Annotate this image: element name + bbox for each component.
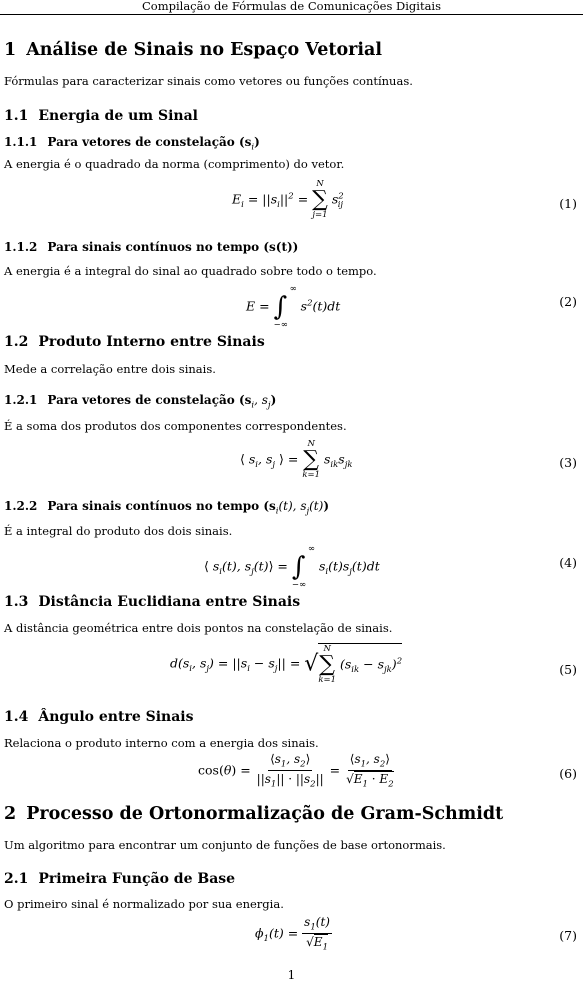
subsubsection-1-1-2-heading xyxy=(4,240,298,254)
subsection-1-2-description: Mede a correlação entre dois sinais. xyxy=(4,362,216,376)
subsection-number: 1.3 xyxy=(4,594,29,610)
subsection-title: Ângulo entre Sinais xyxy=(38,709,194,725)
subsection-number: 2.1 xyxy=(4,871,29,887)
subsubsection-number: 1.1.2 xyxy=(4,240,38,254)
subsubsection-title: Para sinais contínuos no tempo (s xyxy=(47,499,276,513)
subsection-1-3-heading xyxy=(4,594,300,610)
subsubsection-number: 1.2.1 xyxy=(4,393,38,407)
equation-energy-vector: $E_i = ||s_i||^2$ = N ∑ j=1 $s^2_{ij}$ xyxy=(232,179,344,220)
subsection-title: Produto Interno entre Sinais xyxy=(38,334,265,350)
subsubsection-1-2-1-heading: 1.2.1 Para vetores de constelação ($s_i$, $s_j$) xyxy=(4,393,277,411)
subsection-number: 1.2 xyxy=(4,334,29,350)
subsection-1-1-heading xyxy=(4,108,198,124)
equation-number: (4) xyxy=(559,555,577,570)
running-header: Compilação de Fórmulas de Comunicações Digitais xyxy=(0,0,583,15)
section-number: 2 xyxy=(4,804,17,824)
section-number: 1 xyxy=(4,40,17,60)
equation-number: (5) xyxy=(559,662,577,677)
section-2-heading xyxy=(4,804,503,824)
subsection-number: 1.4 xyxy=(4,709,29,725)
equation-angle: cos(θ) = $\frac{⟨s_1, s_2⟩}{||s_1|| \cdot ||s_2||}$ = $\frac{⟨s_1, s_2⟩}{√E_1 \cdot E_2}$ xyxy=(198,752,394,790)
page-number: 1 xyxy=(287,968,296,982)
subsection-1-2-heading xyxy=(4,334,265,350)
subsection-title: Energia de um Sinal xyxy=(38,108,198,124)
equation-inner-product-vector: ⟨ $s_i$, $s_j$ ⟩ = N ∑ k=1 $s_{ik}s_{jk}$ xyxy=(240,439,353,480)
equation-number: (6) xyxy=(559,766,577,781)
subsection-1-4-description: Relaciona o produto interno com a energia dos sinais. xyxy=(4,736,319,750)
equation-number: (7) xyxy=(559,928,577,943)
section-title: Análise de Sinais no Espaço Vetorial xyxy=(26,40,382,60)
equation-first-basis: $\phi_1(t)$ = $\frac{s_1(t)}{√E_1}$ xyxy=(255,915,330,953)
subsubsection-1-1-1-heading: 1.1.1 Para vetores de constelação $(s_i)$ xyxy=(4,135,260,153)
equation-number: (3) xyxy=(559,455,577,470)
subsection-1-3-description: A distância geométrica entre dois pontos na constelação de sinais. xyxy=(4,621,393,635)
subsubsection-1-1-2-description: A energia é a integral do sinal ao quadrado sobre todo o tempo. xyxy=(4,264,377,278)
subsubsection-1-2-2-description: É a integral do produto dos dois sinais. xyxy=(4,524,233,538)
subsubsection-title: Para vetores de constelação (s xyxy=(47,135,252,149)
subsubsection-1-2-2-heading: 1.2.2 Para sinais contínuos no tempo ($s_i(t)$, $s_j(t)$) xyxy=(4,499,329,517)
subsection-2-1-description: O primeiro sinal é normalizado por sua energia. xyxy=(4,897,284,911)
equation-inner-product-continuous: ⟨ $s_i(t)$, $s_j(t)⟩$ = ∞ ∫ −∞ $s_i(t)s_j(t)dt$ xyxy=(204,544,380,590)
equation-euclidean-distance: $d(s_i$, $s_j) = ||s_i - s_j||$ = √ N ∑ k=1 $(s_{ik} - s_{jk})^2$ xyxy=(170,644,403,685)
subsubsection-1-2-1-description: É a soma dos produtos dos componentes correspondentes. xyxy=(4,419,347,433)
subsubsection-title: Para sinais contínuos no tempo (s(t)) xyxy=(47,240,299,254)
section-1-heading xyxy=(4,40,382,60)
subsubsection-number: 1.2.2 xyxy=(4,499,38,513)
subsubsection-1-1-1-description: A energia é o quadrado da norma (comprimento) do vetor. xyxy=(4,157,345,171)
subsection-title: Primeira Função de Base xyxy=(38,871,236,887)
subsection-1-4-heading xyxy=(4,709,194,725)
subsubsection-title: Para vetores de constelação (s xyxy=(47,393,252,407)
equation-number: (1) xyxy=(559,196,577,211)
equation-energy-continuous: E = ∞ ∫ −∞ $s^2(t)dt$ xyxy=(246,284,341,330)
section-1-description: Fórmulas para caracterizar sinais como vetores ou funções contínuas. xyxy=(4,74,413,88)
subsection-2-1-heading xyxy=(4,871,235,887)
subsubsection-number: 1.1.1 xyxy=(4,135,38,149)
section-title: Processo de Ortonormalização de Gram-Schmidt xyxy=(26,804,504,824)
subsection-title: Distância Euclidiana entre Sinais xyxy=(38,594,301,610)
subsection-number: 1.1 xyxy=(4,108,29,124)
section-2-description: Um algoritmo para encontrar um conjunto de funções de base ortonormais. xyxy=(4,838,446,852)
equation-number: (2) xyxy=(559,294,577,309)
